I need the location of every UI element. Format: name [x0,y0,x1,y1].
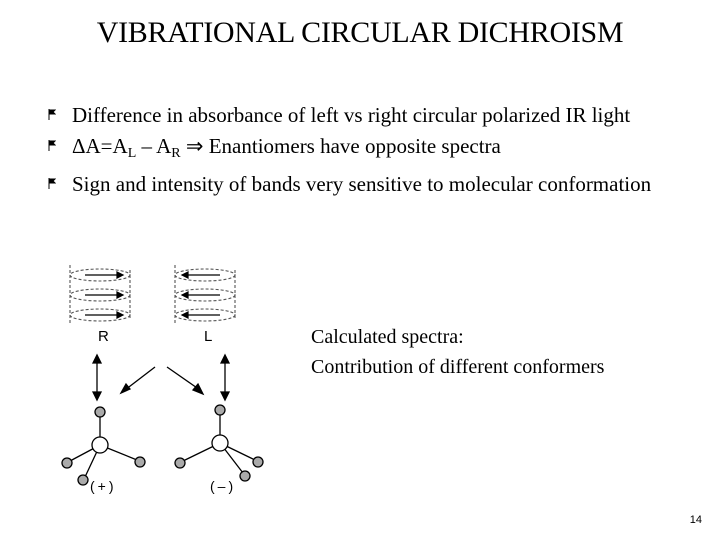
caption [311,322,604,382]
right-molecule-icon [175,405,263,481]
slide-title: VIBRATIONAL CIRCULAR DICHROISM [96,16,624,49]
flag-bullet-icon [48,109,56,120]
molecule-left-label: (+) [90,478,117,494]
caption-line-1: Calculated spectra: [311,326,464,348]
formula-symbol: ΔA=A [72,134,128,158]
relation-arrows [93,355,229,400]
right-helix-arrows [182,272,220,318]
formula-sub-l: L [127,146,137,161]
slide-number: 14 [689,514,702,526]
flag-bullet-icon [48,178,56,189]
formula-arrow: ⇒ [180,134,209,158]
caption-line-2: Contribution of different conformers [311,356,605,378]
delta-a-formula [72,134,209,161]
bullet-item [48,169,688,200]
flag-bullet-icon [48,140,56,151]
bullet-text-enantiomers: Enantiomers have opposite spectra [208,134,501,158]
helix-molecule-diagram [55,255,285,500]
bullet-item [48,100,688,131]
helix-right-label: L [204,328,213,345]
bullet-item [48,131,688,169]
helix-left-label: R [98,328,109,345]
molecule-right-label: (–) [210,478,237,494]
left-helix-arrows [85,272,123,318]
bullet-list [48,100,688,200]
bullet-text-sign-intensity: Sign and intensity of bands very sensitive to molecular conformation [72,172,652,196]
left-molecule-icon [62,407,145,485]
formula-minus: – A [136,134,172,158]
formula-sub-r: R [171,146,181,161]
bullet-text-absorbance: Difference in absorbance of left vs right circular polarized IR light [72,103,631,127]
